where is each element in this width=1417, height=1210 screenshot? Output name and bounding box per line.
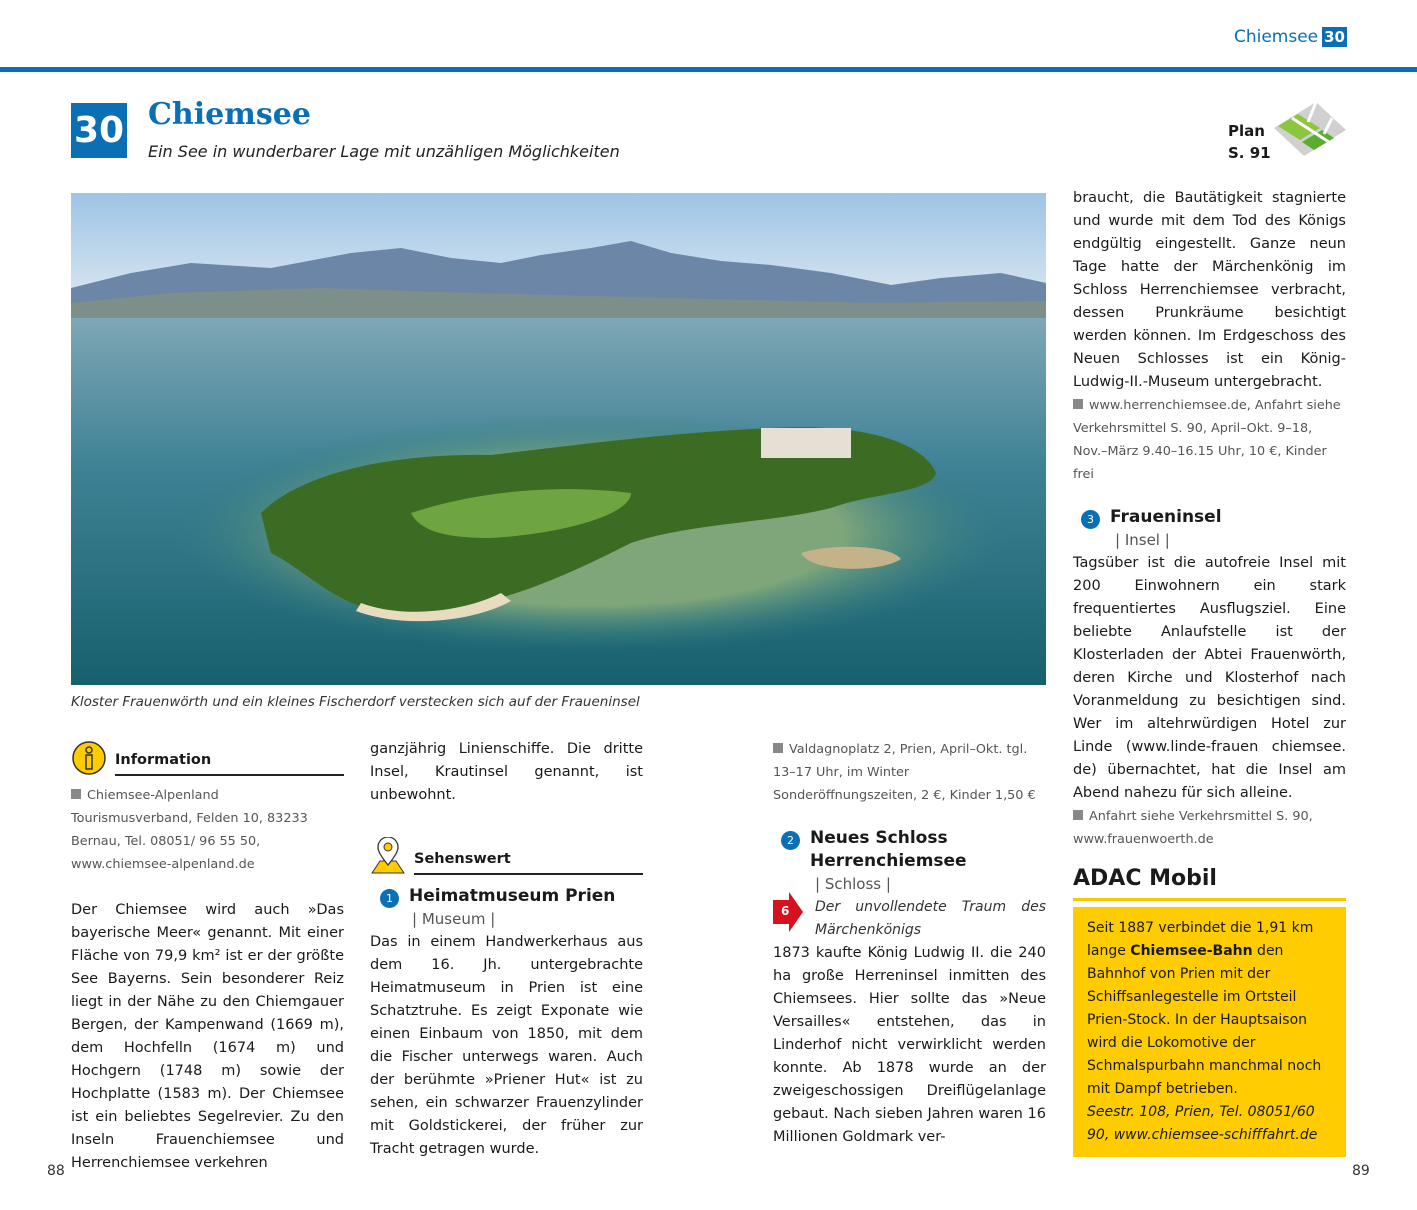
adac-bold: Chiemsee-Bahn [1130, 943, 1253, 959]
entry-tagline [773, 896, 1046, 942]
adac-text-2: den Bahnhof von Prien mit der Schiffsanlegestelle im Ortsteil Prien-Stock. In der Hauptsaison wird die Lokomotive der Schmalspurbahn manchmal noch mit Dampf betrieben. [1087, 943, 1322, 1097]
adac-heading: ADAC Mobil [1073, 866, 1217, 891]
photo-frauenchiemsee [71, 193, 1046, 685]
page-title: Chiemsee [148, 97, 311, 132]
information-label: Information [115, 749, 344, 776]
bullet-square-icon [71, 789, 81, 799]
info-icon [71, 740, 107, 776]
entry-2-heading [773, 827, 1046, 873]
entry-title: Heimatmuseum Prien [409, 886, 616, 906]
adac-contact: Seestr. 108, Prien, Tel. 08051/60 90, www.chiemsee-schifffahrt.de [1087, 1104, 1318, 1143]
highlight-number: 6 [781, 904, 790, 918]
sehenswert-heading [370, 825, 643, 875]
page-subtitle: Ein See in wunderbarer Lage mit unzähligen Möglichkeiten [148, 142, 620, 161]
photo-caption: Kloster Frauenwörth und ein kleines Fischerdorf verstecken sich auf der Fraueninsel [71, 694, 640, 710]
entry-text: Tagsüber ist die autofreie Insel mit 200 Einwohnern ein stark frequentiertes Ausflugsziel. Eine beliebte Anlaufstelle ist der Klosterladen der Abtei Frauenwörth, deren Kirche und Klosterhof nach Voranmeldung zu besichtigen sind. Wer im altehrwürdigen Hotel zur Linde (www.linde-frauen chiemsee. de) übernachtet, hat die Insel am Abend nahezu für sich alleine. [1073, 555, 1346, 801]
column-3 [773, 738, 1046, 1149]
entry-number-badge: 3 [1081, 510, 1100, 529]
map-icon [1272, 100, 1348, 158]
bullet-square-icon [1073, 810, 1083, 820]
entry-3-heading [1073, 506, 1346, 529]
information-heading [71, 736, 344, 776]
running-number: 30 [1324, 28, 1345, 46]
information-text-content: Chiemsee-Alpenland Tourismusverband, Felden 10, 83233 Bernau, Tel. 08051/ 96 55 50, www.chiemsee-alpenland.de [71, 788, 308, 872]
adac-text: Seit 1887 verbindet die 1,91 km lange [1087, 920, 1314, 959]
entry-1-heading [370, 885, 643, 908]
location-pin-icon [370, 837, 406, 875]
column-1 [71, 736, 344, 1175]
information-text [71, 784, 344, 876]
column-4 [1073, 187, 1346, 1157]
entry-text: 1873 kaufte König Ludwig II. die 240 ha große Herreninsel inmitten des Chiemsees. Hier sollte das »Neue Versailles« entstehen, das in Linderhof nicht verwirklicht werden konnte. Ab 1878 wurde an der zweigeschossigen Dreiflügelanlage gebaut. Nach sieben Jahren waren 16 Millionen Goldmark ver- [773, 945, 1046, 1145]
entry-3-info [1073, 805, 1346, 851]
chapter-number: 30 [71, 103, 127, 158]
entry-tagline-text: Der unvollendete Traum des Märchenkönigs [815, 899, 1046, 938]
entry-type: | Schloss | [815, 875, 891, 893]
entry-type: | Museum | [412, 910, 496, 928]
entry-2-info [1073, 394, 1346, 486]
entry-number-badge: 2 [781, 831, 800, 850]
plan-page: S. 91 [1228, 144, 1271, 162]
header-rule [0, 67, 1417, 72]
entry-title: Fraueninsel [1110, 507, 1222, 527]
entry-text: Das in einem Handwerkerhaus aus dem 16. Jh. untergebrachte Heimatmuseum in Prien ist eine Schatztruhe. Es zeigt Exponate wie einen Einbaum von 1850, mit dem die Fischer unterwegs waren. Auch der berühmte »Priener Hut« ist zu sehen, ein schwarzer Frauenzylinder mit Goldstickerei, der früher zur Tracht getragen wurde. [370, 934, 643, 1157]
entry-info-text: Valdagnoplatz 2, Prien, April–Okt. tgl. 13–17 Uhr, im Winter Sonderöffnungszeiten, 2 €, Kinder 1,50 € [773, 742, 1036, 803]
entry-type: | Insel | [1115, 531, 1170, 549]
entry-2-text-continued: braucht, die Bautätigkeit stagnierte und wurde mit dem Tod des Königs endgültig eingestellt. Ganze neun Tage hatte der Märchenkönig im Schloss Herrenchiemsee verbracht, dessen Prunkräume besichtigt werden können. Im Erdgeschoss des Neuen Schlosses ist ein König-Ludwig-II.-Museum untergebracht. [1073, 190, 1346, 390]
running-header [1234, 27, 1347, 47]
plan-label: Plan [1228, 122, 1265, 140]
entry-info-text: www.herrenchiemsee.de, Anfahrt siehe Verkehrsmittel S. 90, April–Okt. 9–18, Nov.–März 9.40–16.15 Uhr, 10 €, Kinder frei [1073, 398, 1341, 482]
sehenswert-label: Sehenswert [414, 848, 643, 875]
plan-reference[interactable] [1228, 120, 1271, 164]
entry-info-text: Anfahrt siehe Verkehrsmittel S. 90, www.frauenwoerth.de [1073, 809, 1313, 847]
column-2 [370, 738, 643, 1161]
adac-box [1073, 907, 1346, 1157]
bullet-square-icon [1073, 399, 1083, 409]
page-number-right: 89 [1352, 1163, 1370, 1179]
page-number-left: 88 [47, 1163, 65, 1179]
entry-1-info [773, 738, 1046, 807]
running-title: Chiemsee [1233, 27, 1319, 47]
bullet-square-icon [773, 743, 783, 753]
intro-text: Der Chiemsee wird auch »Das bayerische Meer« genannt. Mit einer Fläche von 79,9 km² ist er der größte See Bayerns. Sein besonderer Reiz liegt in der Nähe zu den Chiemgauer Bergen, der Kampenwand (1669 m), dem Hochfelln (1674 m) und Hochgern (1748 m) sowie der Hochplatte (1583 m). Der Chiemsee ist ein beliebtes Segelrevier. Zu den Inseln Frauenchiemsee und Herrenchiemsee verkehren [71, 902, 344, 1171]
entry-title: Neues Schloss Herrenchiemsee [810, 828, 967, 871]
adac-rule [1073, 898, 1346, 901]
intro-text-continued: ganzjährig Linienschiffe. Die dritte Insel, Krautinsel genannt, ist unbewohnt. [370, 741, 643, 803]
entry-number-badge: 1 [380, 889, 399, 908]
